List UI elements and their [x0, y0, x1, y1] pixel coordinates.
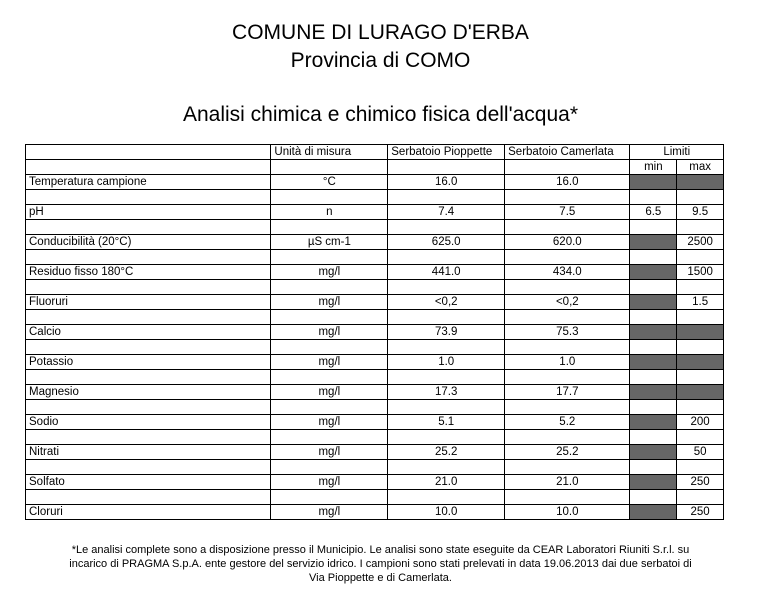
limit-min — [630, 265, 677, 280]
parameter-name: Potassio — [26, 355, 271, 370]
limit-max: 200 — [677, 415, 724, 430]
unit-of-measure: µS cm-1 — [271, 235, 388, 250]
spacer-cell — [677, 430, 724, 445]
limit-min — [630, 415, 677, 430]
spacer-row — [26, 370, 724, 385]
limit-max: 50 — [677, 445, 724, 460]
parameter-name: Nitrati — [26, 445, 271, 460]
spacer-cell — [26, 370, 271, 385]
limit-min — [630, 475, 677, 490]
spacer-cell — [388, 250, 505, 265]
limit-max — [677, 385, 724, 400]
limit-min — [630, 175, 677, 190]
header-tank1: Serbatoio Pioppette — [388, 145, 505, 160]
limit-min — [630, 505, 677, 520]
spacer-cell — [630, 430, 677, 445]
limit-max — [677, 355, 724, 370]
subheader-empty — [388, 160, 505, 175]
table-row — [26, 355, 724, 370]
tank2-value: 16.0 — [505, 175, 630, 190]
spacer-row — [26, 220, 724, 235]
tank1-value: 1.0 — [388, 355, 505, 370]
spacer-cell — [505, 250, 630, 265]
limit-min — [630, 295, 677, 310]
spacer-cell — [388, 190, 505, 205]
spacer-cell — [630, 340, 677, 355]
limit-max: 250 — [677, 505, 724, 520]
parameter-name: Temperatura campione — [26, 175, 271, 190]
unit-of-measure: mg/l — [271, 265, 388, 280]
tank1-value: 5.1 — [388, 415, 505, 430]
limit-min — [630, 325, 677, 340]
spacer-cell — [271, 220, 388, 235]
spacer-cell — [26, 310, 271, 325]
spacer-cell — [26, 430, 271, 445]
table-row — [26, 475, 724, 490]
parameter-name: Conducibilità (20°C) — [26, 235, 271, 250]
unit-of-measure: mg/l — [271, 295, 388, 310]
table-row — [26, 415, 724, 430]
subheader-empty — [26, 160, 271, 175]
footnote-line: *Le analisi complete sono a disposizione presso il Municipio. Le analisi sono state eseguite da CEAR Laboratori Riuniti S.r.l. su — [71, 544, 690, 556]
table-row — [26, 505, 724, 520]
spacer-cell — [388, 310, 505, 325]
tank1-value: 441.0 — [388, 265, 505, 280]
footnote — [20, 543, 741, 585]
subheader-empty — [505, 160, 630, 175]
spacer-cell — [26, 340, 271, 355]
spacer-cell — [630, 400, 677, 415]
spacer-cell — [505, 190, 630, 205]
tank2-value: 620.0 — [505, 235, 630, 250]
spacer-cell — [388, 340, 505, 355]
municipality-title: COMUNE DI LURAGO D'ERBA — [232, 21, 529, 44]
spacer-cell — [505, 430, 630, 445]
limit-min — [630, 355, 677, 370]
parameter-name: Solfato — [26, 475, 271, 490]
unit-of-measure: mg/l — [271, 415, 388, 430]
unit-of-measure: °C — [271, 175, 388, 190]
header-parameter-cell — [26, 145, 271, 160]
spacer-cell — [388, 430, 505, 445]
tank1-value: 625.0 — [388, 235, 505, 250]
spacer-cell — [26, 400, 271, 415]
tank2-value: 5.2 — [505, 415, 630, 430]
limit-max: 1.5 — [677, 295, 724, 310]
limit-max: 9.5 — [677, 205, 724, 220]
tank1-value: 25.2 — [388, 445, 505, 460]
spacer-row — [26, 400, 724, 415]
limit-max: 1500 — [677, 265, 724, 280]
table-row — [26, 325, 724, 340]
spacer-cell — [26, 250, 271, 265]
spacer-cell — [505, 490, 630, 505]
table-subheader-row — [26, 160, 724, 175]
limit-max — [677, 325, 724, 340]
footnote-line: incarico di PRAGMA S.p.A. ente gestore del servizio idrico. I campioni sono stati prelevati in data 19.06.2013 dai due serbatoi di — [69, 558, 692, 570]
tank1-value: <0,2 — [388, 295, 505, 310]
table-row — [26, 265, 724, 280]
tank1-value: 17.3 — [388, 385, 505, 400]
spacer-row — [26, 340, 724, 355]
spacer-cell — [677, 460, 724, 475]
spacer-cell — [271, 280, 388, 295]
spacer-row — [26, 430, 724, 445]
tank2-value: 1.0 — [505, 355, 630, 370]
spacer-cell — [505, 280, 630, 295]
spacer-cell — [677, 280, 724, 295]
tank2-value: 21.0 — [505, 475, 630, 490]
limit-max: 2500 — [677, 235, 724, 250]
limit-min — [630, 385, 677, 400]
spacer-cell — [26, 190, 271, 205]
tank2-value: 434.0 — [505, 265, 630, 280]
spacer-cell — [271, 250, 388, 265]
tank2-value: 17.7 — [505, 385, 630, 400]
spacer-cell — [271, 310, 388, 325]
unit-of-measure: mg/l — [271, 355, 388, 370]
spacer-cell — [630, 370, 677, 385]
spacer-cell — [26, 220, 271, 235]
unit-of-measure: mg/l — [271, 385, 388, 400]
spacer-cell — [26, 490, 271, 505]
limit-max: 250 — [677, 475, 724, 490]
spacer-cell — [630, 250, 677, 265]
spacer-cell — [26, 280, 271, 295]
limit-min — [630, 445, 677, 460]
analysis-table — [25, 144, 724, 520]
parameter-name: Residuo fisso 180°C — [26, 265, 271, 280]
spacer-row — [26, 490, 724, 505]
parameter-name: Sodio — [26, 415, 271, 430]
spacer-cell — [271, 370, 388, 385]
spacer-cell — [26, 460, 271, 475]
tank1-value: 16.0 — [388, 175, 505, 190]
spacer-cell — [630, 280, 677, 295]
spacer-row — [26, 250, 724, 265]
header-limits: Limiti — [630, 145, 724, 160]
spacer-cell — [677, 400, 724, 415]
tank1-value: 73.9 — [388, 325, 505, 340]
spacer-cell — [271, 190, 388, 205]
table-row — [26, 205, 724, 220]
spacer-cell — [677, 190, 724, 205]
spacer-cell — [630, 220, 677, 235]
province-title: Provincia di COMO — [290, 49, 471, 72]
spacer-cell — [630, 490, 677, 505]
spacer-cell — [271, 490, 388, 505]
spacer-cell — [677, 340, 724, 355]
spacer-cell — [630, 190, 677, 205]
spacer-row — [26, 190, 724, 205]
unit-of-measure: mg/l — [271, 475, 388, 490]
spacer-cell — [271, 460, 388, 475]
parameter-name: Magnesio — [26, 385, 271, 400]
table-row — [26, 235, 724, 250]
spacer-row — [26, 460, 724, 475]
tank2-value: 10.0 — [505, 505, 630, 520]
spacer-cell — [677, 370, 724, 385]
tank2-value: <0,2 — [505, 295, 630, 310]
tank2-value: 7.5 — [505, 205, 630, 220]
table-row — [26, 175, 724, 190]
tank1-value: 21.0 — [388, 475, 505, 490]
spacer-cell — [677, 220, 724, 235]
spacer-cell — [505, 310, 630, 325]
table-row — [26, 385, 724, 400]
limit-min — [630, 235, 677, 250]
parameter-name: Cloruri — [26, 505, 271, 520]
header-tank2: Serbatoio Camerlata — [505, 145, 630, 160]
spacer-row — [26, 310, 724, 325]
spacer-cell — [388, 400, 505, 415]
spacer-cell — [677, 490, 724, 505]
unit-of-measure: mg/l — [271, 505, 388, 520]
table-row — [26, 445, 724, 460]
spacer-cell — [677, 250, 724, 265]
spacer-cell — [505, 400, 630, 415]
tank1-value: 10.0 — [388, 505, 505, 520]
unit-of-measure: n — [271, 205, 388, 220]
spacer-cell — [271, 340, 388, 355]
parameter-name: Fluoruri — [26, 295, 271, 310]
parameter-name: pH — [26, 205, 271, 220]
spacer-cell — [630, 310, 677, 325]
spacer-cell — [505, 460, 630, 475]
spacer-cell — [388, 490, 505, 505]
spacer-cell — [505, 370, 630, 385]
unit-of-measure: mg/l — [271, 445, 388, 460]
tank2-value: 25.2 — [505, 445, 630, 460]
spacer-cell — [677, 310, 724, 325]
subheader-empty — [271, 160, 388, 175]
spacer-cell — [505, 220, 630, 235]
spacer-cell — [388, 220, 505, 235]
spacer-cell — [388, 460, 505, 475]
tank1-value: 7.4 — [388, 205, 505, 220]
tank2-value: 75.3 — [505, 325, 630, 340]
limit-min: 6.5 — [630, 205, 677, 220]
parameter-name: Calcio — [26, 325, 271, 340]
header-min: min — [630, 160, 677, 175]
unit-of-measure: mg/l — [271, 325, 388, 340]
limit-max — [677, 175, 724, 190]
table-header-row — [26, 145, 724, 160]
spacer-cell — [630, 460, 677, 475]
header-max: max — [677, 160, 724, 175]
spacer-cell — [388, 370, 505, 385]
document-subtitle: Analisi chimica e chimico fisica dell'acqua* — [182, 103, 578, 126]
table-row — [26, 295, 724, 310]
spacer-cell — [271, 400, 388, 415]
header-unit: Unità di misura — [271, 145, 388, 160]
spacer-cell — [271, 430, 388, 445]
spacer-cell — [505, 340, 630, 355]
spacer-cell — [388, 280, 505, 295]
footnote-line: Via Pioppette e di Camerlata. — [309, 572, 452, 584]
spacer-row — [26, 280, 724, 295]
